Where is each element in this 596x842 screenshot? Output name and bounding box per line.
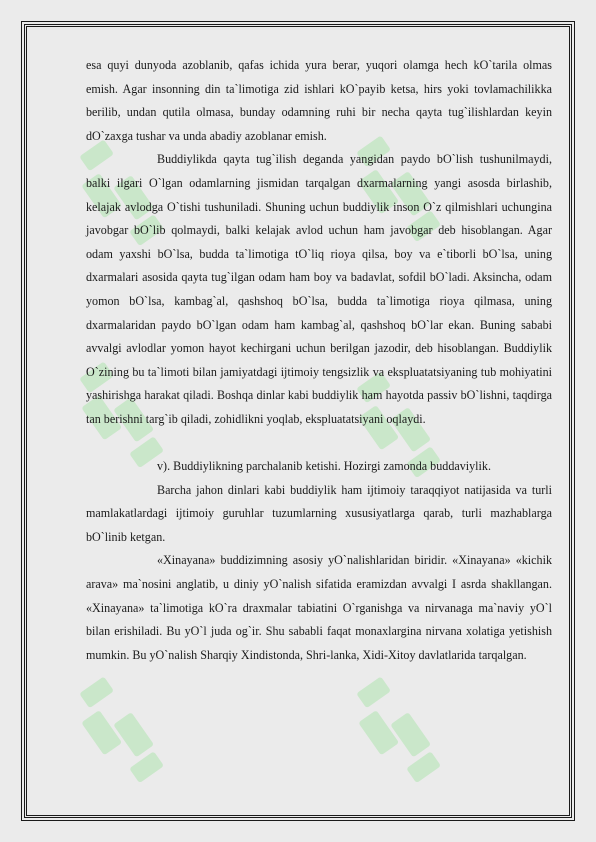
paragraph: «Xinayana» buddizimning asosiy yO`nalishlaridan biridir. «Xinayana» «kichik arava» ma`nosini anglatib, u diniy yO`nalish sifatida eramizdan avvalgi I asrda shakllangan. «Xinayana» ta`limotiga kO`ra draxmalar tabiatini O`rganishga va nirvanaga ma`naviy yO`l bilan erishiladi. Bu yO`l juda og`ir. Shu sababli faqat monaxlargina nirvana xolatiga yetishish mumkin. Bu yO`nalish Sharqiy Xindistonda, Shri-lanka, Xidi-Xitoy davlatlarida tarqalgan. <box>86 553 552 662</box>
paragraph: esa quyi dunyoda azoblanib, qafas ichida yura berar, yuqori olamga hech kO`tarila olmas emish. Agar insonning din ta`limotiga zid ishlari kO`payib ketsa, hirs yoki tovlamachilikka berilib, undan qutila olmasa, bunday odamning ruhi bir necha qayta tug`ilishlardan keyin dO`zaxga tushar va unda abadiy azoblanar emish. <box>86 58 552 143</box>
section-heading: v). Buddiylikning parchalanib ketishi. Hozirgi zamonda buddaviylik. <box>157 459 491 474</box>
paragraph-spacer <box>86 432 552 456</box>
paragraph: Barcha jahon dinlari kabi buddiylik ham ijtimoiy taraqqiyot natijasida va turli mamlakatlardagi ijtimoiy guruhlar tuzumlarning xususiyatlarga qarab, turli mazhablarga bO`linib ketgan. <box>86 482 552 544</box>
document-body <box>86 54 552 667</box>
watermark-logo-icon <box>355 665 445 795</box>
watermark-logo-icon <box>78 665 168 795</box>
paragraph: Buddiylikda qayta tug`ilish deganda yangidan paydo bO`lish tushunilmaydi, balki ilgari O`lgan odamlarning jismidan tarqalgan dxarmalarning yangi asosda birlashib, kelajak avlodga O`tishi tushuniladi. Shuning uchun buddiylik inson O`z qilmishlari uchungina javobgar bO`lib qolmaydi, balki kelajak avlod uchun ham javobgar deb hisoblangan. Agar odam yaxshi bO`lsa, budda ta`limotiga tO`liq rioya qilsa, boy va e`tiborli bO`lsa, uning dxarmalari asosida qayta tug`ilgan odam ham boy va badavlat, sofdil bO`ladi. Aksincha, odam yomon bO`lsa, kambag`al, qashshoq bO`lsa, budda ta`limotiga rioya qilmasa, uning dxarmalaridan paydo bO`lgan odam ham kambag`al, qashshoq bO`lar ekan. Buning sababi avvalgi avlodlar yomon hayot kechirgani uchun berilgan jazodir, deb hisoblangan. Buddiylik O`zining bu ta`limoti bilan jamiyatdagi ijtimoiy tengsizlik va ekspluatatsiyaning tub mohiyatini yashirishga harakat qiladi. Boshqa dinlar kabi buddiylik ham hayotda passiv bO`lishni, taqdirga tan berishni targ`ib qiladi, zohidlikni yoqlab, ekspluatatsiyani oqlaydi. <box>86 152 552 426</box>
